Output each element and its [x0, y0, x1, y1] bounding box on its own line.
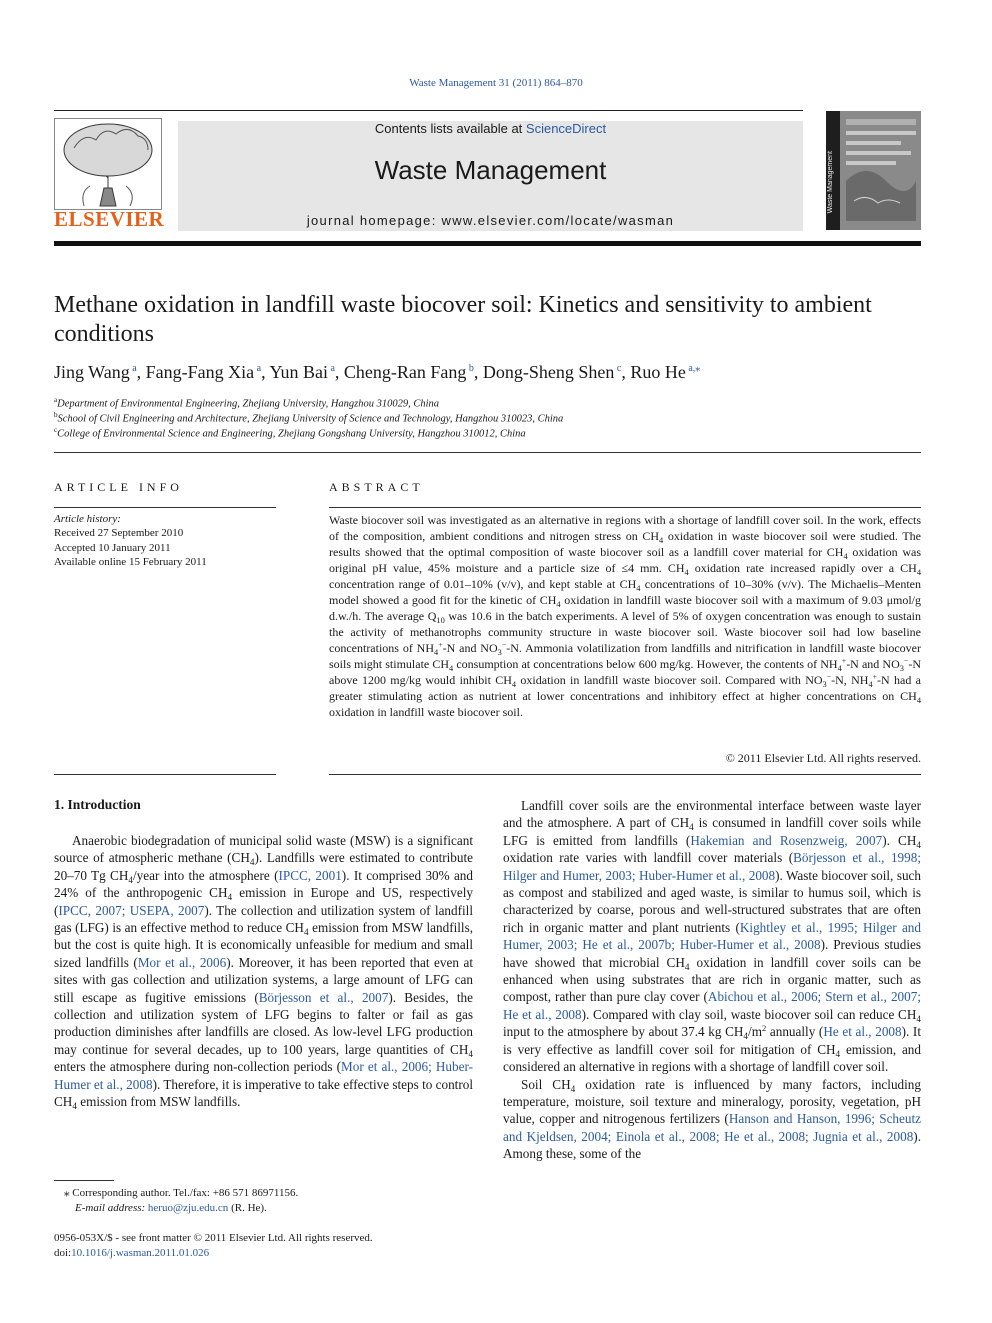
email-label: E-mail address: [75, 1202, 146, 1214]
homepage-prefix: journal homepage: [306, 213, 442, 228]
body-paragraph: Soil $CH_4$ oxidation rate is influenced by many factors, including temperature, moisture, soil texture and mineralogy, porosity, vegetation, pH value, copper and nitrogenous fertilizers (Hanson and Hanson, 1996; Scheutz and Kjeldsen, 2004; Einola et al., 2008; He et al., 2008; Jugnia et al., 2008). Among these, some of the [503, 1076, 921, 1162]
received-date: Received 27 September 2010 [54, 527, 184, 540]
citation-link[interactable]: Börjesson et al., 2007 [258, 989, 389, 1005]
article-info-rule [54, 774, 276, 775]
abstract-text: Waste biocover soil was investigated as an alternative in regions with a shortage of landfill cover soil. In the work, effects of the composition, ambient conditions and nitrogen stress on $CH_4$ oxidation in waste biocover soil were studied. The results showed that the optimal composition of waste biocover soil as a landfill cover material for $CH_4$ oxidation was original pH value, 45% moisture and a particle size of ≤4 mm. $CH_4$ oxidation rate increased rapidly over a $CH_4$ concentration range of 0.01–10% (v/v), and kept stable at $CH_4$ concentrations of 10–30% (v/v). The Michaelis–Menten model showed a good fit for the kinetic of $CH_4$ oxidation in landfill waste biocover soil with a maximum of 9.03 μmol/g d.w./h. The average $Q_{10}$ was 10.6 in the batch experiments. A level of 5% of oxygen concentration was enough to sustain the activity of methanotrophs community structure in waste biocover soil. Waste biocover soil had low baseline concentrations of $NH_4^+-N$ and $NO_3^--N$. Ammonia volatilization from landfills and nitrification in landfill waste biocover soils might stimulate $CH_4$ consumption at concentrations below 600 mg/kg. However, the contents of $NH_4^+-N$ and $NO_3^--N$ above 1200 mg/kg would inhibit $CH_4$ oxidation in landfill waste biocover soil. Compared with $NO_3^--N$, $NH_4^+-N$ had a greater stimulating action as nutrient at lower concentrations and inhibitory effect at higher concentrations on $CH_4$ oxidation in landfill waste biocover soil. [329, 513, 922, 719]
contents-line [178, 121, 803, 136]
body-paragraph: Landfill cover soils are the environmental interface between waste layer and the atmosphere. A part of $CH_4$ is consumed in landfill cover soils while LFG is emitted from landfills (Hakemian and Rosenzweig, 2007). $CH_4$ oxidation rate varies with landfill cover materials (Börjesson et al., 1998; Hilger and Humer, 2003; Huber-Humer et al., 2008). Waste biocover soil, such as compost and stabilized and aged waste, is similar to humus soil, which is characterized by coarse, porous and well-structured substrates that are often rich in organic matter and plant nutrients (Kightley et al., 1995; Hilger and Humer, 2003; He et al., 2007b; Huber-Humer et al., 2008). Previous studies have showed that microbial $CH_4$ oxidation in landfill cover soils can be enhanced when using substrates that are rich in organic matter, such as compost, rather than pure clay cover (Abichou et al., 2006; Stern et al., 2007; He et al., 2008). Compared with clay soil, waste biocover soil can reduce $CH_4$ input to the atmosphere by about 37.4 kg $CH_4/m^2$ annually (He et al., 2008). It is very effective as landfill cover soil for mitigation of $CH_4$ emission, and considered an alternative in regions with a shortage of landfill cover soil. [503, 798, 922, 1075]
email-suffix: (R. He). [228, 1202, 267, 1214]
publisher-name: ELSEVIER [54, 207, 165, 231]
author-affil-mark[interactable]: a,⁎ [688, 363, 701, 374]
article-title: Methane oxidation in landfill waste biocover soil: Kinetics and sensitivity to ambient conditions [54, 292, 872, 347]
author-affil-mark[interactable]: c [616, 363, 622, 374]
author-affil-mark[interactable]: a [132, 363, 137, 374]
citation-link[interactable]: Abichou et al., 2006; Stern et al., 2007; He et al., 2008 [503, 989, 921, 1022]
citation-link[interactable]: Börjesson et al., 1998; Hilger and Humer, 2003; Huber-Humer et al., 2008 [503, 850, 922, 883]
author-name: Jing Wang [54, 362, 130, 382]
author-name: Ruo He [630, 362, 686, 382]
email-note [54, 1201, 473, 1216]
citation-link[interactable]: Kightley et al., 1995; Hilger and Humer, 2003; He et al., 2007b; Huber-Humer et al., 2008 [503, 919, 921, 953]
journal-homepage [178, 213, 803, 228]
citation-link[interactable]: IPCC, 2001 [278, 867, 342, 883]
doi-line [54, 1246, 473, 1261]
doi-prefix: doi: [54, 1246, 72, 1259]
article-history [54, 512, 276, 569]
history-label: Article history: [54, 513, 121, 525]
doi-link[interactable]: 10.1016/j.wasman.2011.01.026 [71, 1246, 210, 1259]
journal-name: Waste Management [374, 155, 607, 185]
author-affil-mark[interactable]: b [468, 363, 474, 374]
issn-line: 0956-053X/$ - see front matter © 2011 Elsevier Ltd. All rights reserved. [54, 1232, 373, 1244]
elsevier-tree-icon [54, 118, 162, 210]
abstract-heading: ABSTRACT [329, 480, 424, 494]
accepted-date: Accepted 10 January 2011 [54, 541, 171, 554]
citation-link[interactable]: Mor et al., 2006 [137, 954, 227, 970]
body-column-left [54, 832, 473, 1111]
article-info-rule [54, 507, 276, 508]
article-info-heading: ARTICLE INFO [54, 480, 183, 494]
body-paragraph: Anaerobic biodegradation of municipal solid waste (MSW) is a significant source of atmospheric methane $(CH_4)$. Landfills were estimated to contribute 20–70 Tg $CH_4$/year into the atmosphere (IPCC, 2001). It comprised 30% and 24% of the anthropogenic $CH_4$ emission in Europe and US, respectively (IPCC, 2007; USEPA, 2007). The collection and utilization system of landfill gas (LFG) is an effective method to reduce $CH_4$ emission from MSW landfills, but the cost is quite high. It is economically unfeasible for medium and small sized landfills (Mor et al., 2006). Moreover, it has been reported that even at sites with gas collection and utilization systems, a large amount of LFG can still escape as fugitive emissions (Börjesson et al., 2007). Besides, the collection and utilization system of LFG begins to falter or fail as gas production diminishes after landfills are closed. As low-level LFG production may continue for several decades, up to 100 years, large quantities of $CH_4$ enters the atmosphere during non-collection periods (Mor et al., 2006; Huber-Humer et al., 2008). Therefore, it is imperative to take effective steps to control $CH_4$ emission from MSW landfills. [54, 833, 474, 1112]
citation-link[interactable]: Hanson and Hanson, 1996; Scheutz and Kjeldsen, 2004; Einola et al., 2008; He et al., 2008; Jugnia et al., 2008 [503, 1111, 921, 1144]
author-affil-mark[interactable]: a [256, 363, 262, 374]
body-column-right [503, 797, 921, 1163]
cover-image-icon [826, 111, 921, 230]
author-name: Yun Bai [269, 362, 328, 382]
cover-spine-title: Waste Management [827, 151, 834, 214]
footnote-rule [54, 1180, 114, 1181]
contents-prefix: Contents lists available at [374, 121, 526, 136]
footnotes [54, 1186, 473, 1216]
author-name: Fang-Fang Xia [145, 362, 255, 382]
email-link[interactable]: heruo@zju.edu.cn [147, 1202, 229, 1214]
author-affil-mark[interactable]: a [330, 363, 335, 374]
elsevier-logo[interactable] [54, 118, 165, 232]
journal-cover-thumbnail[interactable] [826, 111, 921, 230]
sciencedirect-link[interactable]: ScienceDirect [525, 121, 607, 136]
citation-link[interactable]: IPCC, 2007; USEPA, 2007 [58, 902, 205, 918]
header-thick-rule [54, 241, 921, 246]
issn-doi-block [54, 1231, 473, 1260]
affiliation: $^c$College of Environmental Science and Engineering, Zhejiang Gongshang University, Hangzhou 310012, China [54, 426, 526, 440]
citation-link[interactable]: Mor et al., 2006; Huber-Humer et al., 2008 [54, 1059, 473, 1092]
corresponding-author-note: ⁎ Corresponding author. Tel./fax: +86 571 86971156. [64, 1187, 299, 1199]
section-rule [54, 452, 921, 453]
citation-link[interactable]: He et al., 2008 [823, 1024, 902, 1040]
abstract-rule [329, 774, 921, 775]
citation-link[interactable]: Hakemian and Rosenzweig, 2007 [690, 832, 883, 848]
copyright-notice: © 2011 Elsevier Ltd. All rights reserved. [725, 751, 921, 765]
author-name: Dong-Sheng Shen [482, 362, 615, 382]
section-heading: 1. Introduction [54, 797, 141, 812]
online-date: Available online 15 February 2011 [54, 555, 207, 568]
affiliation: $^a$Department of Environmental Engineering, Zhejiang University, Hangzhou 310029, China [54, 396, 440, 410]
header-rule [54, 110, 803, 111]
abstract-rule [329, 507, 921, 508]
affiliation: $^b$School of Civil Engineering and Architecture, Zhejiang University of Science and Technology, Hangzhou 310023, China [54, 411, 564, 425]
author-name: Cheng-Ran Fang [343, 362, 467, 382]
journal-citation[interactable]: Waste Management 31 (2011) 864–870 [409, 77, 583, 89]
homepage-url-link[interactable]: www.elsevier.com/locate/wasman [441, 213, 675, 228]
author-list: Jing Wang $^a$, Fang-Fang Xia $^a$, Yun Bai $^a$, Cheng-Ran Fang $^b$, Dong-Sheng Shen $^c$, Ruo He $^{a,⁎}$ [54, 362, 701, 382]
